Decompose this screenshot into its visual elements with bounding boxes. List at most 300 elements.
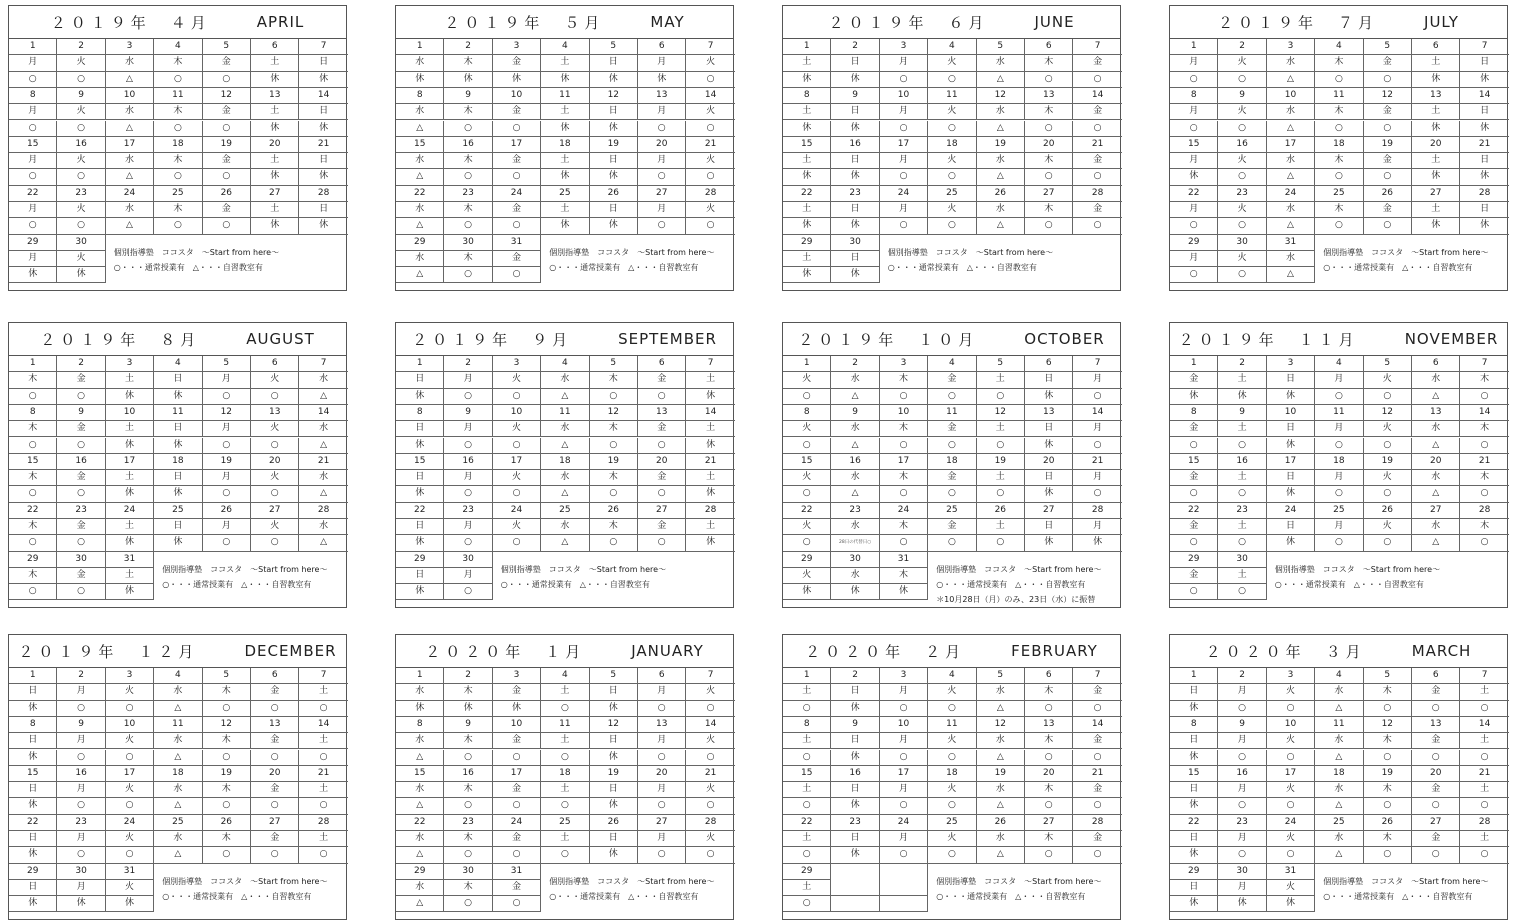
weekday-cell: 水 [977,684,1025,700]
weekday-cell: 木 [1025,104,1073,120]
day-number-cell: 21 [299,137,347,153]
day-number-cell: 14 [1460,88,1508,104]
day-number-cell: 11 [1315,405,1363,421]
weekday-cell: 水 [106,104,154,120]
day-number-cell: 4 [541,39,589,55]
status-cell: △ [154,750,202,766]
status-cell: ○ [203,486,251,502]
status-cell: 休 [154,389,202,405]
status-cell: 休 [396,72,444,88]
weekday-cell: 火 [57,55,105,71]
status-cell: △ [154,847,202,863]
weekday-cell: 火 [251,372,299,388]
weekday-cell: 土 [977,421,1025,437]
weekday-cell: 水 [396,733,444,749]
status-cell: ○ [880,72,928,88]
status-cell: 休 [1218,896,1266,912]
status-cell: ○ [251,389,299,405]
month-title-en: JULY [1424,13,1459,31]
day-number-cell: 21 [1073,137,1121,153]
weekday-cell: 水 [1267,104,1315,120]
weekday-cell: 水 [396,684,444,700]
day-number-cell: 16 [444,454,492,470]
weekday-cell: 水 [106,153,154,169]
status-cell: ○ [493,486,541,502]
weekday-cell: 金 [1073,104,1121,120]
weekday-cell: 金 [1170,372,1218,388]
weekday-cell: 水 [154,831,202,847]
status-cell: △ [1267,218,1315,234]
day-number-cell: 5 [590,668,638,684]
legend-note: ○・・・通常授業有 △・・・自習教室有 [162,579,312,589]
day-number-cell: 28 [686,503,734,519]
weekday-cell: 月 [1073,421,1121,437]
day-number-cell: 19 [977,766,1025,782]
weekday-cell: 水 [541,519,589,535]
status-cell: ○ [1460,750,1508,766]
day-number-cell: 20 [1025,454,1073,470]
status-cell: ○ [638,535,686,551]
day-number-cell: 18 [928,454,976,470]
status-cell: ○ [444,847,492,863]
weekday-cell: 木 [444,684,492,700]
day-number-cell: 4 [1315,356,1363,372]
weekday-cell: 木 [444,880,492,896]
day-number-cell: 17 [106,454,154,470]
day-number-cell: 25 [1315,186,1363,202]
status-cell: △ [396,896,444,912]
status-cell: ○ [1073,438,1121,454]
status-cell: ○ [203,72,251,88]
status-cell: 休 [590,701,638,717]
day-number-cell: 22 [1170,186,1218,202]
weekday-cell: 火 [783,568,831,584]
status-cell: △ [299,535,347,551]
day-number-cell: 17 [493,766,541,782]
day-number-cell: 30 [1218,235,1266,251]
weekday-cell: 木 [1364,782,1412,798]
school-name-note: 個別指導塾 ココスタ ～Start from here～ [1274,564,1441,574]
day-number-cell: 17 [880,137,928,153]
weekday-cell: 木 [203,684,251,700]
status-cell: ○ [686,701,734,717]
month-calendar-march [1169,634,1508,920]
day-number-cell: 21 [686,454,734,470]
day-number-cell: 21 [1460,137,1508,153]
day-number-cell: 16 [1218,454,1266,470]
weekday-cell: 金 [57,421,105,437]
weekday-cell: 金 [1073,733,1121,749]
month-calendar-december [8,634,347,920]
status-cell: ○ [444,750,492,766]
weekday-cell: 月 [880,202,928,218]
day-number-cell: 7 [1073,668,1121,684]
weekday-cell: 水 [977,831,1025,847]
weekday-cell: 月 [1218,831,1266,847]
school-name-note: 個別指導塾 ココスタ ～Start from here～ [936,564,1102,574]
weekday-cell: 水 [1412,421,1460,437]
day-number-cell: 6 [1412,39,1460,55]
day-number-cell: 7 [299,356,347,372]
day-number-cell: 2 [1218,39,1266,55]
status-cell: △ [1267,121,1315,137]
day-number-cell: 11 [154,717,202,733]
day-number-cell: 5 [977,39,1025,55]
status-cell: 休 [493,72,541,88]
weekday-cell: 金 [203,153,251,169]
weekday-cell: 火 [1218,104,1266,120]
weekday-cell: 月 [203,470,251,486]
weekday-cell: 木 [444,55,492,71]
day-number-cell: 9 [831,405,879,421]
status-cell: △ [977,72,1025,88]
status-cell: 休 [1170,389,1218,405]
weekday-cell: 木 [1315,153,1363,169]
status-cell: 休 [106,389,154,405]
status-cell: ○ [1170,584,1218,600]
status-cell: ○ [444,389,492,405]
status-cell: ○ [686,72,734,88]
day-number-cell: 21 [686,766,734,782]
day-number-cell: 26 [1364,186,1412,202]
weekday-cell: 月 [1315,470,1363,486]
day-number-cell: 20 [1412,454,1460,470]
day-number-cell: 19 [590,454,638,470]
status-cell: △ [977,218,1025,234]
status-cell: △ [1412,438,1460,454]
status-cell: ○ [57,847,105,863]
day-number-cell: 31 [880,552,928,568]
status-cell: ○ [203,798,251,814]
day-number-cell: 16 [57,137,105,153]
status-cell: 休 [1267,896,1315,912]
weekday-cell: 月 [1218,733,1266,749]
day-number-cell: 7 [299,668,347,684]
day-number-cell: 13 [251,717,299,733]
status-cell: ○ [1170,438,1218,454]
day-number-cell: 17 [880,766,928,782]
status-cell: 休 [590,847,638,863]
day-number-cell: 22 [783,815,831,831]
status-cell: 休 [251,218,299,234]
weekday-cell: 土 [1460,782,1508,798]
status-cell: ○ [57,218,105,234]
weekday-cell: 日 [590,733,638,749]
weekday-cell: 水 [831,568,879,584]
status-cell: △ [1315,847,1363,863]
day-number-cell: 19 [977,454,1025,470]
day-number-cell: 15 [1170,454,1218,470]
weekday-cell: 土 [783,251,831,267]
weekday-cell: 水 [1267,202,1315,218]
day-number-cell: 22 [396,186,444,202]
day-number-cell: 7 [1460,668,1508,684]
status-cell: ○ [1315,389,1363,405]
weekday-cell: 火 [57,153,105,169]
status-cell: △ [1412,535,1460,551]
day-number-cell: 31 [493,235,541,251]
day-number-cell: 12 [203,717,251,733]
status-cell: ○ [638,389,686,405]
status-cell: ○ [493,169,541,185]
month-title [783,323,1120,356]
weekday-cell: 月 [203,372,251,388]
day-number-cell: 18 [928,137,976,153]
status-cell: ○ [444,584,492,600]
day-number-cell: 26 [977,815,1025,831]
weekday-cell: 月 [1218,684,1266,700]
day-number-cell: 5 [1364,39,1412,55]
status-cell: ○ [57,701,105,717]
weekday-cell: 土 [686,372,734,388]
day-number-cell: 6 [251,668,299,684]
status-cell: ○ [1315,218,1363,234]
status-cell: ○ [57,389,105,405]
weekday-cell: 月 [9,55,57,71]
status-cell: ○ [444,267,492,283]
day-number-cell: 24 [880,186,928,202]
status-cell: ○ [1025,750,1073,766]
weekday-cell: 火 [686,733,734,749]
status-cell: △ [106,121,154,137]
weekday-cell: 水 [831,470,879,486]
status-cell: ○ [590,486,638,502]
weekday-cell: 火 [928,153,976,169]
day-number-cell: 2 [831,356,879,372]
weekday-cell: 月 [203,519,251,535]
status-cell: ○ [638,169,686,185]
month-title-jp: ２０１９年 １１月 [1178,330,1359,349]
weekday-cell: 金 [638,470,686,486]
day-number-cell: 1 [396,668,444,684]
day-number-cell: 27 [251,815,299,831]
day-number-cell: 29 [9,864,57,880]
status-cell: ○ [1460,847,1508,863]
day-number-cell: 12 [590,717,638,733]
day-number-cell: 3 [106,668,154,684]
day-number-cell: 1 [783,39,831,55]
weekday-cell: 火 [686,202,734,218]
day-number-cell: 18 [154,454,202,470]
weekday-cell: 日 [1460,104,1508,120]
status-cell: ○ [1170,72,1218,88]
day-number-cell: 22 [1170,503,1218,519]
status-cell: ○ [1460,535,1508,551]
status-cell: ○ [783,535,831,551]
day-number-cell: 15 [783,137,831,153]
day-number-cell: 9 [831,88,879,104]
weekday-cell: 土 [1412,153,1460,169]
day-number-cell: 25 [154,186,202,202]
month-title-jp: ２０１９年 ７月 [1218,13,1379,32]
weekday-cell: 日 [1267,372,1315,388]
day-number-cell: 14 [686,717,734,733]
month-title-en: JANUARY [631,642,704,660]
weekday-cell: 水 [1267,153,1315,169]
weekday-cell: 金 [203,55,251,71]
status-cell: △ [396,847,444,863]
day-number-cell: 4 [928,356,976,372]
status-cell: ○ [1364,701,1412,717]
status-cell: ○ [203,169,251,185]
status-cell: ○ [9,121,57,137]
status-cell: ○ [1267,798,1315,814]
day-number-cell: 10 [493,717,541,733]
status-cell: ○ [1025,701,1073,717]
day-number-cell: 22 [9,815,57,831]
status-cell: ○ [1170,267,1218,283]
day-number-cell: 15 [9,766,57,782]
weekday-cell: 日 [831,684,879,700]
day-number-cell: 22 [1170,815,1218,831]
weekday-cell: 火 [106,684,154,700]
day-number-cell: 23 [831,186,879,202]
day-number-cell: 15 [1170,137,1218,153]
weekday-cell: 火 [686,55,734,71]
status-cell: ○ [638,121,686,137]
day-number-cell: 14 [686,405,734,421]
weekday-cell: 月 [1315,372,1363,388]
day-number-cell: 11 [541,405,589,421]
weekday-cell: 土 [106,568,154,584]
status-cell: ○ [251,486,299,502]
weekday-cell: 日 [831,831,879,847]
weekday-cell: 金 [1364,55,1412,71]
day-number-cell: 14 [1073,717,1121,733]
status-cell: △ [1315,701,1363,717]
status-cell: ○ [1218,701,1266,717]
day-number-cell: 3 [493,356,541,372]
status-cell: ○ [154,218,202,234]
day-number-cell: 25 [541,815,589,831]
status-cell: ○ [203,121,251,137]
weekday-cell: 日 [831,251,879,267]
status-cell: ○ [9,535,57,551]
weekday-cell: 月 [9,202,57,218]
status-cell: ○ [203,438,251,454]
day-number-cell: 16 [57,766,105,782]
weekday-cell: 日 [154,421,202,437]
weekday-cell: 日 [1170,684,1218,700]
day-number-cell: 16 [1218,137,1266,153]
weekday-cell: 木 [1025,202,1073,218]
weekday-cell: 火 [686,104,734,120]
school-name-note: 個別指導塾 ココスタ ～Start from here～ [549,876,715,886]
day-number-cell: 19 [1364,766,1412,782]
weekday-cell: 木 [590,519,638,535]
status-cell: △ [154,701,202,717]
weekday-cell: 月 [9,251,57,267]
month-title-jp: ２０１９年 ４月 [50,13,211,32]
status-cell: ○ [1218,535,1266,551]
status-cell: ○ [493,896,541,912]
day-number-cell: 8 [1170,88,1218,104]
weekday-cell: 水 [831,519,879,535]
status-cell: ○ [1073,847,1121,863]
status-cell: ○ [1218,486,1266,502]
weekday-cell: 土 [541,55,589,71]
status-cell: ○ [493,438,541,454]
weekday-cell: 土 [686,519,734,535]
status-cell: ○ [1073,72,1121,88]
status-cell: ○ [541,798,589,814]
weekday-cell: 月 [1073,372,1121,388]
status-cell: ○ [57,584,105,600]
weekday-cell: 日 [1170,733,1218,749]
weekday-cell: 火 [251,421,299,437]
month-calendar-february [782,634,1121,920]
day-number-cell: 7 [299,39,347,55]
weekday-cell: 火 [251,519,299,535]
weekday-cell: 火 [783,372,831,388]
weekday-cell: 日 [9,733,57,749]
status-cell: 休 [1170,896,1218,912]
status-cell: 休 [1025,389,1073,405]
day-number-cell: 7 [1460,356,1508,372]
weekday-cell: 火 [106,831,154,847]
day-number-cell: 1 [1170,39,1218,55]
day-number-cell: 15 [783,454,831,470]
day-number-cell: 1 [1170,668,1218,684]
weekday-cell: 水 [396,251,444,267]
day-number-cell: 21 [1460,766,1508,782]
day-number-cell: 29 [396,235,444,251]
status-cell: ○ [299,798,347,814]
status-cell: 休 [9,896,57,912]
weekday-cell: 土 [251,55,299,71]
status-cell: ○ [928,218,976,234]
status-cell: ○ [928,750,976,766]
status-cell: ○ [9,438,57,454]
weekday-cell: 金 [1073,55,1121,71]
status-cell: ○ [1218,584,1266,600]
month-calendar-september [395,322,734,608]
status-cell: ○ [783,896,831,912]
day-number-cell: 16 [831,137,879,153]
weekday-cell: 金 [1073,831,1121,847]
day-number-cell: 13 [638,88,686,104]
weekday-cell: 火 [928,104,976,120]
empty-cell [831,880,879,896]
status-cell: ○ [783,798,831,814]
day-number-cell: 11 [928,88,976,104]
day-number-cell: 9 [1218,88,1266,104]
weekday-cell: 金 [1364,202,1412,218]
day-number-cell: 9 [444,88,492,104]
weekday-cell: 土 [783,684,831,700]
day-number-cell: 3 [880,39,928,55]
day-number-cell: 12 [203,88,251,104]
day-number-cell: 8 [783,717,831,733]
weekday-cell: 金 [493,153,541,169]
status-cell: ○ [444,169,492,185]
weekday-cell: 金 [57,470,105,486]
day-number-cell: 12 [977,405,1025,421]
day-number-cell: 26 [590,186,638,202]
month-calendar-august [8,322,347,608]
day-number-cell: 23 [1218,815,1266,831]
day-number-cell: 12 [590,88,638,104]
day-number-cell: 29 [783,864,831,880]
status-cell: ○ [493,750,541,766]
day-number-cell: 6 [1025,39,1073,55]
weekday-cell: 日 [590,153,638,169]
weekday-cell: 土 [783,831,831,847]
status-cell: 休 [1218,389,1266,405]
status-cell: 休 [831,701,879,717]
weekday-cell: 火 [1218,202,1266,218]
status-cell: ○ [1218,72,1266,88]
